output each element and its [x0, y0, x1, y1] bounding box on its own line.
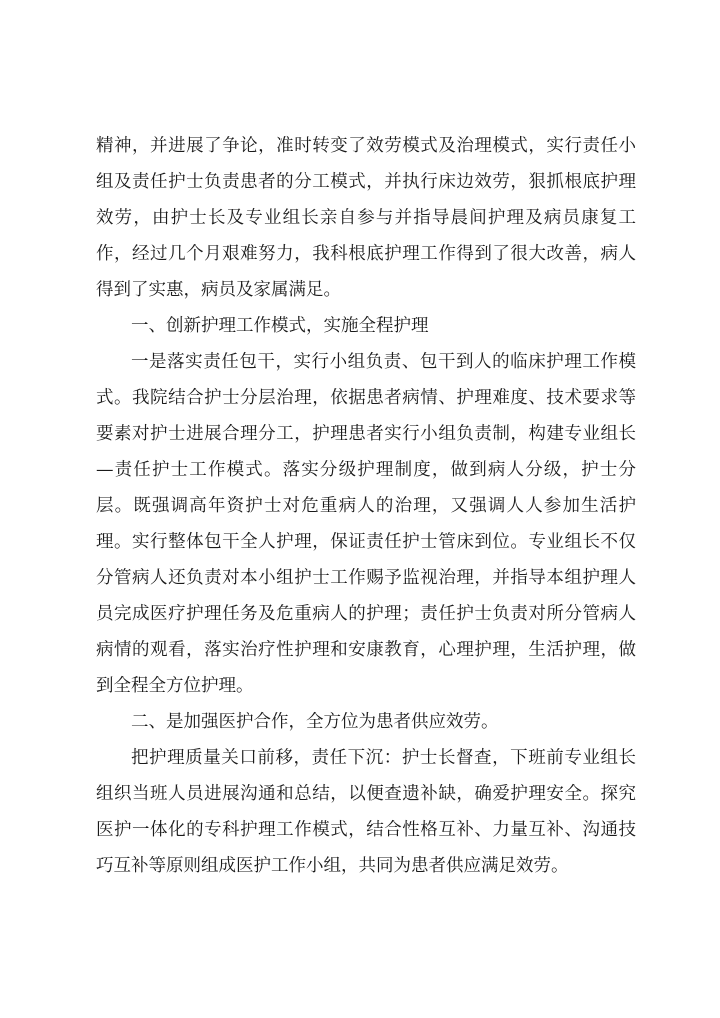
document-body	[96, 128, 636, 884]
paragraph-responsibility: 一是落实责任包干，实行小组负责、包干到人的临床护理工作模式。我院结合护士分层治理，依据患者病情、护理难度、技术要求等要素对护士进展合理分工，护理患者实行小组负责制，构建专业组长—责任护士工作模式。落实分级护理制度，做到病人分级，护士分层。既强调高年资护士对危重病人的治理，又强调人人参加生活护理。实行整体包干全人护理，保证责任护士管床到位。专业组长不仅分管病人还负责对本小组护士工作赐予监视治理，并指导本组护理人员完成医疗护理任务及危重病人的护理；责任护士负责对所分管病人病情的观看，落实治疗性护理和安康教育，心理护理，生活护理，做到全程全方位护理。	[96, 352, 636, 696]
section-heading-2: 二、是加强医护合作，全方位为患者供应效劳。	[131, 712, 499, 732]
section-heading-1: 一、创新护理工作模式，实施全程护理	[131, 316, 429, 336]
paragraph-continuation: 精神，并进展了争论，准时转变了效劳模式及治理模式，实行责任小组及责任护士负责患者的分工模式，并执行床边效劳，狠抓根底护理效劳，由护士长及专业组长亲自参与并指导晨间护理及病员康复工作，经过几个月艰难努力，我科根底护理工作得到了很大改善，病人得到了实惠，病员及家属满足。	[96, 136, 636, 300]
paragraph-cooperation: 把护理质量关口前移，责任下沉：护士长督查，下班前专业组长组织当班人员进展沟通和总结，以便查遗补缺，确爱护理安全。探究医护一体化的专科护理工作模式，结合性格互补、力量互补、沟通技巧互补等原则组成医护工作小组，共同为患者供应满足效劳。	[96, 748, 636, 876]
